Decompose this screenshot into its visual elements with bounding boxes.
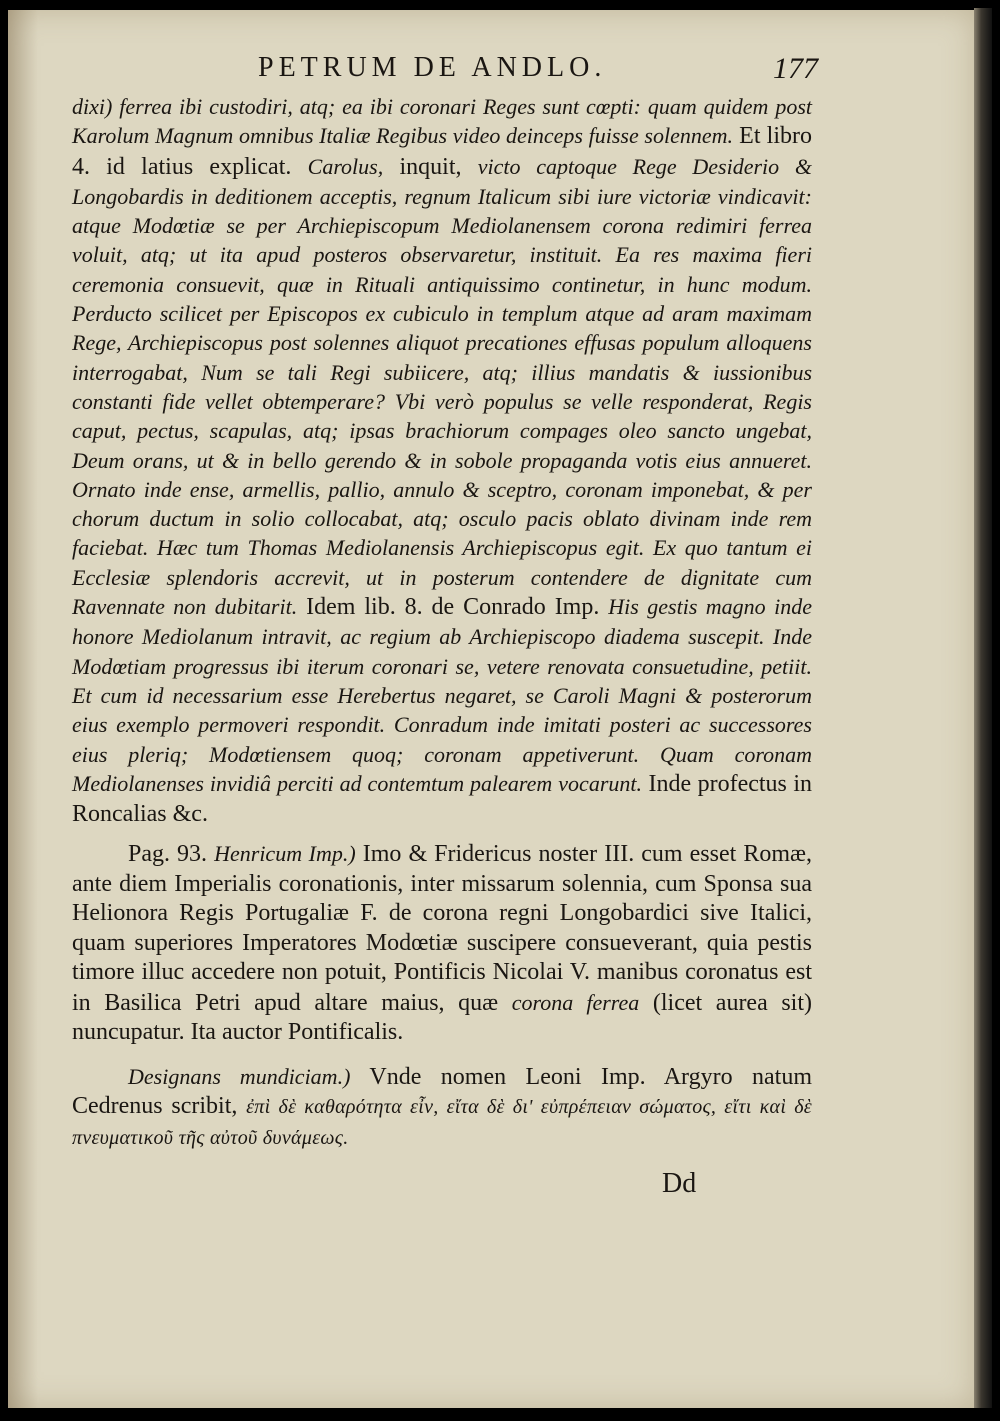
commentary-text-a: Imo & Fridericus noster III. cum esset Romæ, ante diem Imperialis coronationis, inter missarum solennia, cum Sponsa sua Helionora Regis Portugaliæ F. de corona regni Longobardici sive Italici, quam superiores Imperatores Modœtiæ suscipere consueverant, quia pestis timore illuc accedere non potuit, Pontificis Nicolai V. manibus coronatus est in Basilica Petri apud altare maius, quæ (72, 841, 812, 1016)
commentary-text-b: (licet aurea sit) nuncupatur. Ita auctor Pontificalis. (72, 989, 812, 1046)
lemma-henricum: Henricum Imp.) (214, 841, 356, 867)
corona-ferrea-term: corona ferrea (511, 989, 640, 1015)
page-number: 177 (773, 52, 818, 85)
roman-text-1: Et libro 4. id latius explicat. (72, 123, 812, 180)
paragraph-henricum (72, 839, 812, 1048)
roman-text-2: inquit, (383, 153, 478, 180)
greek-quotation: ἐπὶ δὲ καθαρότητα εἶν, εἴτα δὲ δι' εὐπρέπειαν σώματος, εἴτι καὶ δὲ πνευματικοῦ τῆς αὐτοῦ δυνάμεως. (72, 1096, 812, 1149)
paragraph-quotation (72, 92, 812, 829)
page-edge (974, 8, 992, 1408)
quote-text-4: His gestis magno inde honore Mediolanum intravit, ac regium ab Archiepiscopo diadema suscepit. Inde Modœtiam progressus ibi iterum coronari se, vetere renovata consuetudine, petiit. Et cum id necessarium esse Herebertus negaret, se Caroli Magni & posterorum eius exemplo permoveri respondit. Conradum inde imitati posteri ac successores eius pleriq; Modœtiensem quoq; coronam appetiverunt. Quam coronam Mediolanenses invidiâ perciti ad contemtum palearem vocarunt. (72, 594, 812, 796)
roman-text-3: Idem lib. 8. de Conrado Imp. (297, 594, 609, 621)
page-gutter-shadow (8, 10, 38, 1408)
body-text (72, 92, 812, 1153)
quote-text-2: Carolus, (307, 153, 384, 179)
paragraph-designans (72, 1062, 812, 1154)
quote-text-1: dixi) ferrea ibi custodiri, atq; ea ibi coronari Reges sunt cœpti: quam quidem post Karolum Magnum omnibus Italiæ Regibus video deinceps fuisse solennem. (72, 94, 812, 149)
signature-mark: Dd (662, 1168, 697, 1199)
roman-text-4: Inde profectus in Roncalias &c. (72, 770, 813, 828)
lemma-designans: Designans mundiciam.) (128, 1063, 351, 1089)
page-reference: Pag. 93. (128, 841, 215, 868)
commentary-text-c: Vnde nomen Leoni Imp. Argyro natum Cedrenus scribit, (72, 1063, 812, 1120)
page-header (258, 52, 818, 92)
running-title: PETRUM DE ANDLO. (258, 52, 607, 83)
quote-text-3: victo captoque Rege Desiderio & Longobardis in deditionem acceptis, regnum Italicum sibi iure victoriæ vindicavit: atque Modœtiæ se per Archiepiscopum Mediolanensem corona redimiri ferrea voluit, atq; ut ita apud posteros observaretur, instituit. Ea res maxima fieri ceremonia consuevit, quæ in Rituali antiquissimo continetur, in hunc modum. Perducto scilicet per Episcopos ex cubiculo in templum atque ad aram maximam Rege, Archiepiscopus post solennes aliquot precationes effusas populum alloquens interrogabat, Num se tali Regi subiicere, atq; illius mandatis & iussionibus constanti fide vellet obtemperare? Vbi verò populus se velle responderat, Regis caput, pectus, scapulas, atq; ipsas brachiorum compages oleo sancto ungebat, Deum orans, ut & in bello gerendo & in sobole propaganda votis eius annueret. Ornato inde ense, armellis, pallio, annulo & sceptro, coronam imponebat, & per chorum ductum in solio collocabat, atq; osculo pacis oblato divinam inde rem faciebat. Hæc tum Thomas Mediolanensis Archiepiscopus egit. Ex quo tantum ei Ecclesiæ splendoris accrevit, ut in posterum contendere de dignitate cum Ravennate non dubitarit. (72, 153, 812, 620)
